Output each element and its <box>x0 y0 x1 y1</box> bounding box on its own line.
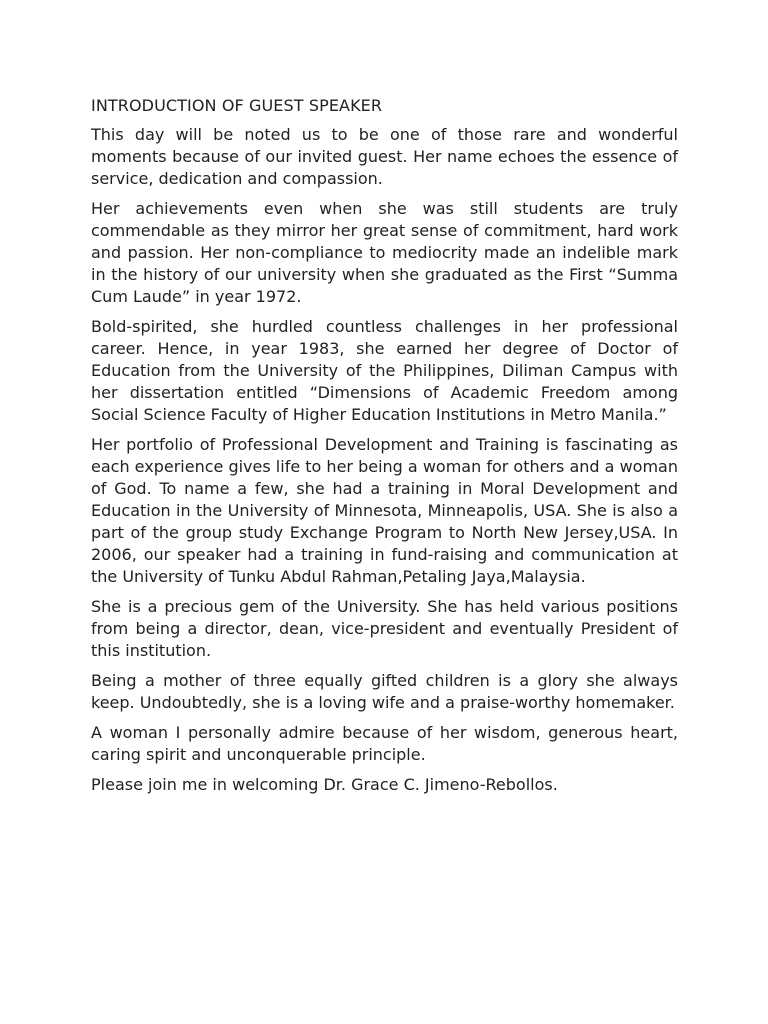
paragraph-portfolio: Her portfolio of Professional Development and Training is fascinating as each experience gives life to her being a woman for others and a woman of God. To name a few, she had a training in Moral Development and Education in the University of Minnesota, Minneapolis, USA. She is also a part of the group study Exchange Program to North New Jersey,USA. In 2006, our speaker had a training in fund-raising and communication at the University of Tunku Abdul Rahman,Petaling Jaya,Malaysia. <box>91 435 678 586</box>
document-page <box>91 95 678 804</box>
paragraph-positions: She is a precious gem of the University. She has held various positions from being a director, dean, vice-president and eventually President of this institution. <box>91 597 678 660</box>
document-heading: INTRODUCTION OF GUEST SPEAKER <box>91 96 383 115</box>
paragraph-family: Being a mother of three equally gifted children is a glory she always keep. Undoubtedly, she is a loving wife and a praise-worthy homemaker. <box>91 671 678 712</box>
paragraph-achievements: Her achievements even when she was still students are truly commendable as they mirror her great sense of commitment, hard work and passion. Her non-compliance to mediocrity made an indelible mark in the history of our university when she graduated as the First “Summa Cum Laude” in year 1972. <box>91 199 678 306</box>
paragraph-welcome: Please join me in welcoming Dr. Grace C. Jimeno-Rebollos. <box>91 775 558 794</box>
paragraph-opening: This day will be noted us to be one of those rare and wonderful moments because of our invited guest. Her name echoes the essence of service, dedication and compassion. <box>91 125 678 188</box>
paragraph-admiration: A woman I personally admire because of her wisdom, generous heart, caring spirit and unconquerable principle. <box>91 723 678 764</box>
paragraph-career: Bold-spirited, she hurdled countless challenges in her professional career. Hence, in year 1983, she earned her degree of Doctor of Education from the University of the Philippines, Diliman Campus with her dissertation entitled “Dimensions of Academic Freedom among Social Science Faculty of Higher Education Institutions in Metro Manila.” <box>91 317 678 424</box>
